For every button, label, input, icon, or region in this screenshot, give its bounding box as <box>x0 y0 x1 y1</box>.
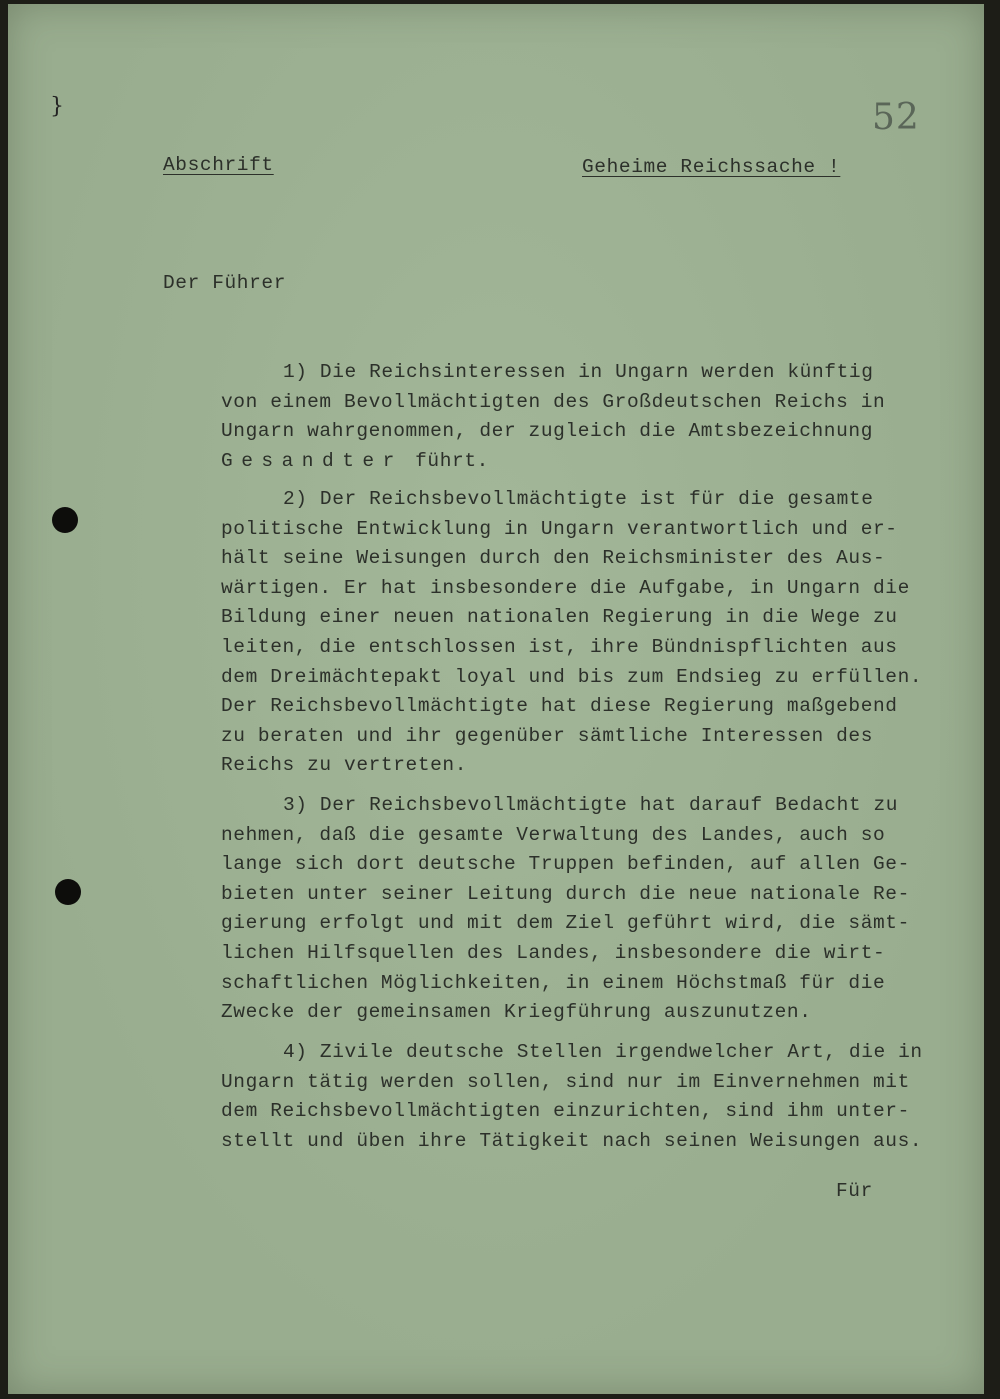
header-classification: Geheime Reichssache ! <box>582 156 841 178</box>
header-copy-label: Abschrift <box>163 154 274 176</box>
text-line: nehmen, daß die gesamte Verwaltung des Landes, auch so <box>221 823 886 846</box>
paragraph-3 <box>221 791 941 1028</box>
text-line: dem Reichsbevollmächtigten einzurichten, sind ihm unter- <box>221 1100 910 1123</box>
text-line: politische Entwicklung in Ungarn verantwortlich und er- <box>221 517 898 540</box>
paragraph-2 <box>221 485 941 781</box>
text-line: wärtigen. Er hat insbesondere die Aufgabe, in Ungarn die <box>221 576 910 599</box>
text-line: Reichs zu vertreten. <box>221 754 468 777</box>
document-page <box>8 4 984 1394</box>
text-line: leiten, die entschlossen ist, ihre Bündnispflichten aus <box>221 635 898 658</box>
text-line: von einem Bevollmächtigten des Großdeutschen Reichs in <box>221 390 886 413</box>
spaced-title-word: Gesandter <box>221 449 403 472</box>
text-line: dem Dreimächtepakt loyal und bis zum Endsieg zu erfüllen. <box>221 665 923 688</box>
text-line: gierung erfolgt und mit dem Ziel geführt wird, die sämt- <box>221 912 910 935</box>
text-line: Bildung einer neuen nationalen Regierung in die Wege zu <box>221 606 898 629</box>
paragraph-1 <box>221 358 941 476</box>
text-line: stellt und üben ihre Tätigkeit nach seinen Weisungen aus. <box>221 1129 923 1152</box>
page-number: 52 <box>872 97 920 138</box>
line-tail: führt. <box>402 449 489 472</box>
text-line: bieten unter seiner Leitung durch die neue nationale Re- <box>221 882 910 905</box>
text-line: 2) Der Reichsbevollmächtigte ist für die gesamte <box>283 488 874 510</box>
text-line: lichen Hilfsquellen des Landes, insbesondere die wirt- <box>221 941 886 964</box>
text-line: 1) Die Reichsinteressen in Ungarn werden künftig <box>283 361 874 383</box>
paragraph-4 <box>221 1038 941 1156</box>
text-line: schaftlichen Möglichkeiten, in einem Höchstmaß für die <box>221 971 886 994</box>
text-line: Ungarn tätig werden sollen, sind nur im Einvernehmen mit <box>221 1070 910 1093</box>
text-line: Zwecke der gemeinsamen Kriegführung auszunutzen. <box>221 1001 812 1024</box>
margin-mark: } <box>50 94 64 119</box>
text-line: 3) Der Reichsbevollmächtigte hat darauf Bedacht zu <box>283 794 899 816</box>
sender-line: Der Führer <box>163 272 287 294</box>
text-line: 4) Zivile deutsche Stellen irgendwelcher Art, die in <box>283 1041 923 1063</box>
text-line: lange sich dort deutsche Truppen befinden, auf allen Ge- <box>221 853 910 876</box>
text-line <box>221 447 941 477</box>
text-line: Der Reichsbevollmächtigte hat diese Regierung maßgebend <box>221 695 898 718</box>
text-line: zu beraten und ihr gegenüber sämtliche Interessen des <box>221 724 874 747</box>
text-line: Ungarn wahrgenommen, der zugleich die Amtsbezeichnung <box>221 420 874 443</box>
text-line: hält seine Weisungen durch den Reichsminister des Aus- <box>221 547 886 570</box>
punch-hole <box>55 879 81 905</box>
catchword: Für <box>836 1180 873 1202</box>
punch-hole <box>52 507 78 533</box>
